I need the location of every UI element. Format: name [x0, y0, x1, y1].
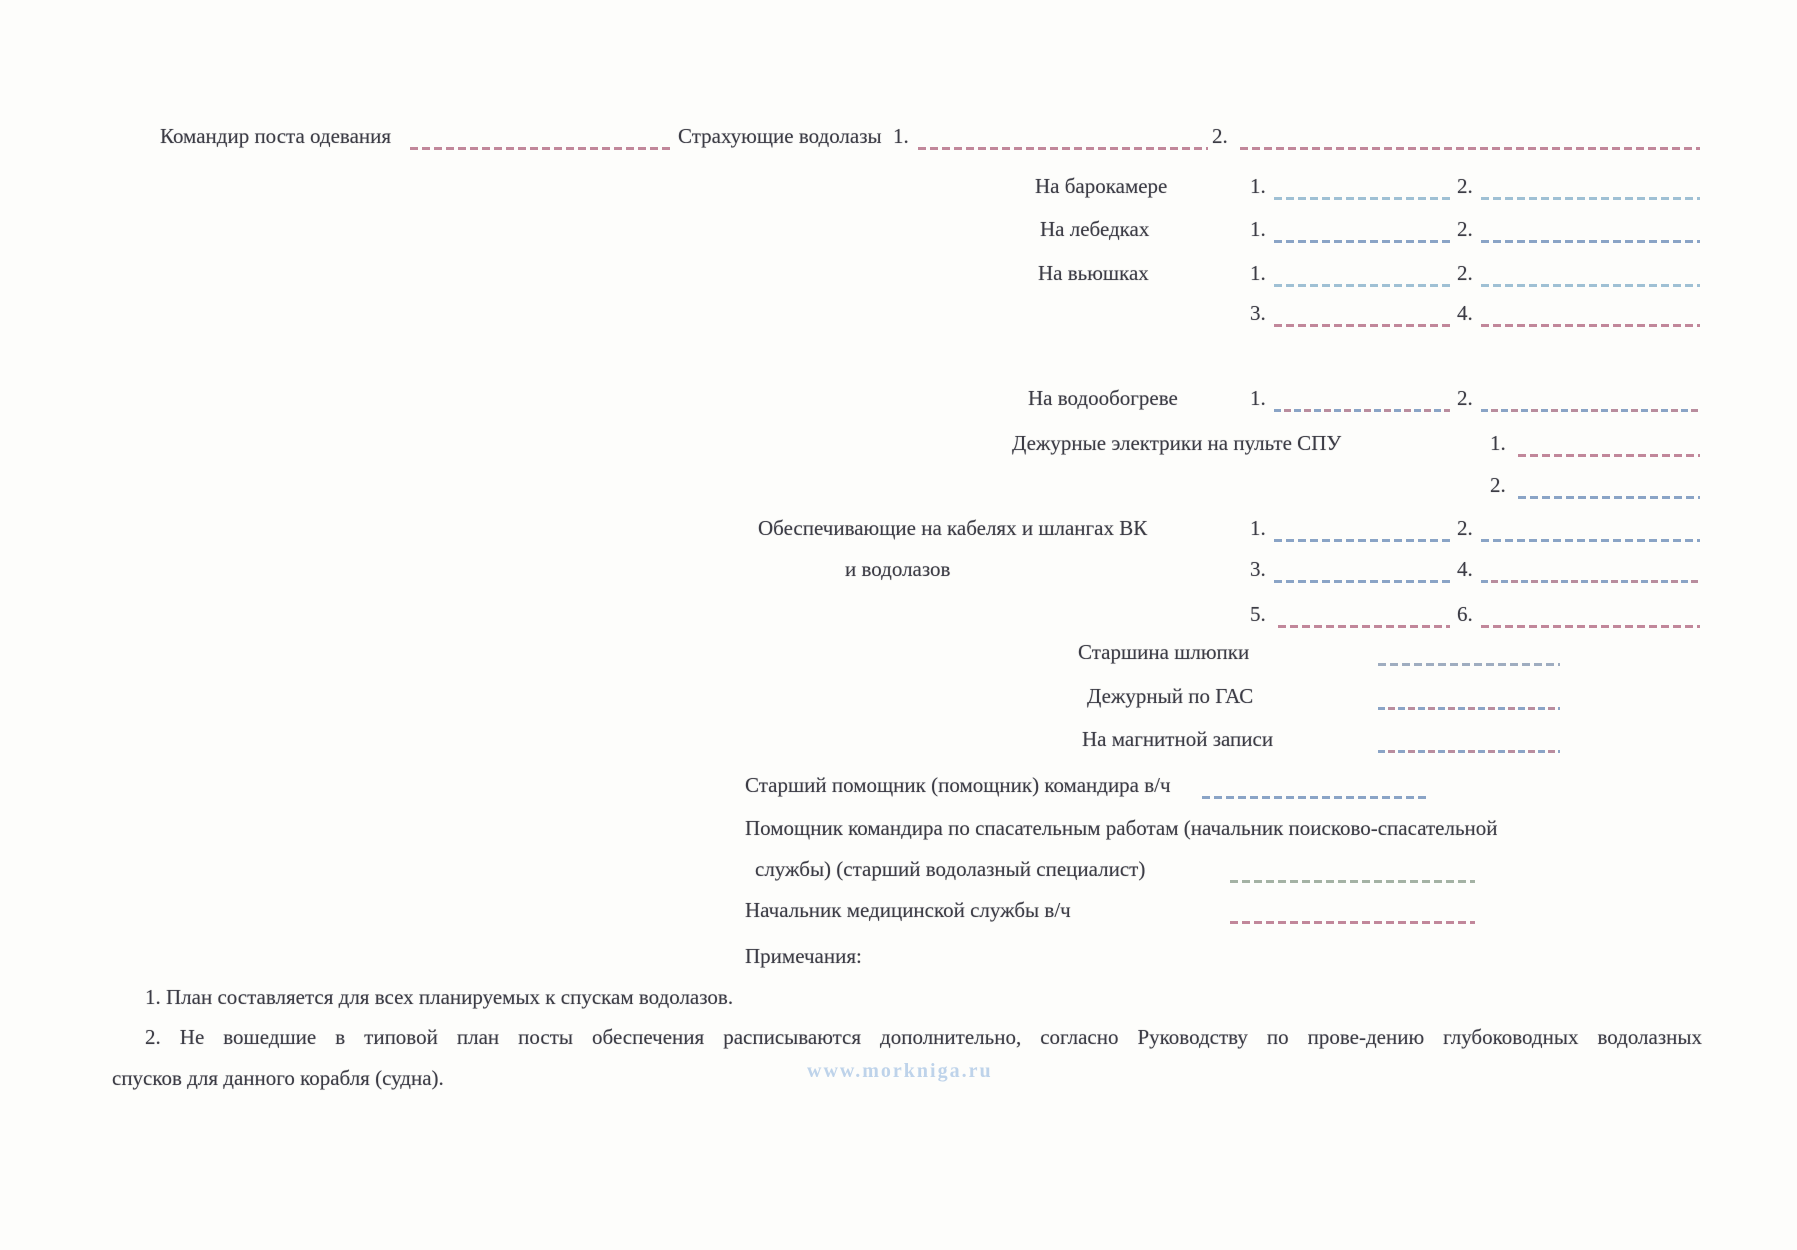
- post-label-gas-duty: Дежурный по ГАС: [1087, 684, 1254, 708]
- slot-number: 2.: [1457, 261, 1473, 285]
- blank-line-belay-1: [918, 147, 1208, 150]
- blank-line: [1481, 324, 1700, 327]
- slot-number: 2.: [1457, 174, 1473, 198]
- officer-rescue-assistant-line1: Помощник командира по спасательным работам (начальник поисково-спасательной: [745, 816, 1498, 840]
- slot-number: 1.: [1250, 261, 1266, 285]
- blank-line: [1481, 580, 1700, 583]
- slot-number: 1.: [893, 124, 909, 148]
- blank-line: [1481, 197, 1700, 200]
- blank-line: [1481, 284, 1700, 287]
- blank-line: [1230, 921, 1475, 924]
- notes-heading: Примечания:: [745, 944, 862, 968]
- slot-number: 2.: [1212, 124, 1228, 148]
- slot-number: 2.: [1457, 386, 1473, 410]
- blank-line: [1481, 625, 1700, 628]
- slot-number: 4.: [1457, 301, 1473, 325]
- slot-number: 5.: [1250, 602, 1266, 626]
- post-label-cables-line1: Обеспечивающие на кабелях и шлангах ВК: [758, 516, 1148, 540]
- slot-number: 4.: [1457, 557, 1473, 581]
- blank-line: [1230, 880, 1475, 883]
- slot-number: 3.: [1250, 301, 1266, 325]
- slot-number: 1.: [1250, 174, 1266, 198]
- blank-line: [1481, 409, 1700, 412]
- note-2-line1: 2. Не вошедшие в типовой план посты обеспечения расписываются дополнительно, согласно Руководству по прове-дению глубоководных водолазных: [145, 1025, 1702, 1049]
- blank-line: [1274, 324, 1450, 327]
- officer-medical-chief: Начальник медицинской службы в/ч: [745, 898, 1071, 922]
- blank-line: [1274, 284, 1450, 287]
- commander-post-label: Командир поста одевания: [160, 124, 392, 148]
- slot-number: 2.: [1457, 516, 1473, 540]
- blank-line: [1378, 707, 1560, 710]
- slot-number: 2.: [1490, 473, 1506, 497]
- post-label-lebedki: На лебедках: [1040, 217, 1150, 241]
- slot-number: 1.: [1250, 217, 1266, 241]
- post-label-vodoobogrev: На водообогреве: [1028, 386, 1178, 410]
- note-1: 1. План составляется для всех планируемых к спускам водолазов.: [145, 985, 734, 1009]
- blank-line: [1378, 663, 1560, 666]
- post-label-vyushki: На вьюшках: [1038, 261, 1149, 285]
- blank-line-commander: [410, 147, 672, 150]
- slot-number: 1.: [1250, 516, 1266, 540]
- blank-line: [1518, 454, 1700, 457]
- slot-number: 3.: [1250, 557, 1266, 581]
- blank-line: [1274, 240, 1450, 243]
- post-label-barokamera: На барокамере: [1035, 174, 1168, 198]
- post-label-magnetic-record: На магнитной записи: [1082, 727, 1274, 751]
- officer-senior-assistant: Старший помощник (помощник) командира в/ч: [745, 773, 1171, 797]
- post-label-cables-line2: и водолазов: [845, 557, 951, 581]
- post-label-boat-foreman: Старшина шлюпки: [1078, 640, 1250, 664]
- officer-rescue-assistant-line2: службы) (старший водолазный специалист): [755, 857, 1146, 881]
- slot-number: 6.: [1457, 602, 1473, 626]
- blank-line-belay-2: [1240, 147, 1700, 150]
- note-2-line2: спусков для данного корабля (судна).: [112, 1066, 444, 1090]
- blank-line: [1274, 580, 1450, 583]
- blank-line: [1518, 496, 1700, 499]
- blank-line: [1481, 539, 1700, 542]
- blank-line: [1274, 409, 1450, 412]
- blank-line: [1274, 197, 1450, 200]
- slot-number: 2.: [1457, 217, 1473, 241]
- blank-line: [1278, 625, 1450, 628]
- belay-divers-label: Страхующие водолазы: [678, 124, 882, 148]
- post-label-electricians-spu: Дежурные электрики на пульте СПУ: [1012, 431, 1342, 455]
- blank-line: [1481, 240, 1700, 243]
- blank-line: [1274, 539, 1450, 542]
- slot-number: 1.: [1490, 431, 1506, 455]
- watermark: www.morkniga.ru: [807, 1060, 993, 1082]
- slot-number: 1.: [1250, 386, 1266, 410]
- blank-line: [1378, 750, 1560, 753]
- blank-line: [1202, 796, 1430, 799]
